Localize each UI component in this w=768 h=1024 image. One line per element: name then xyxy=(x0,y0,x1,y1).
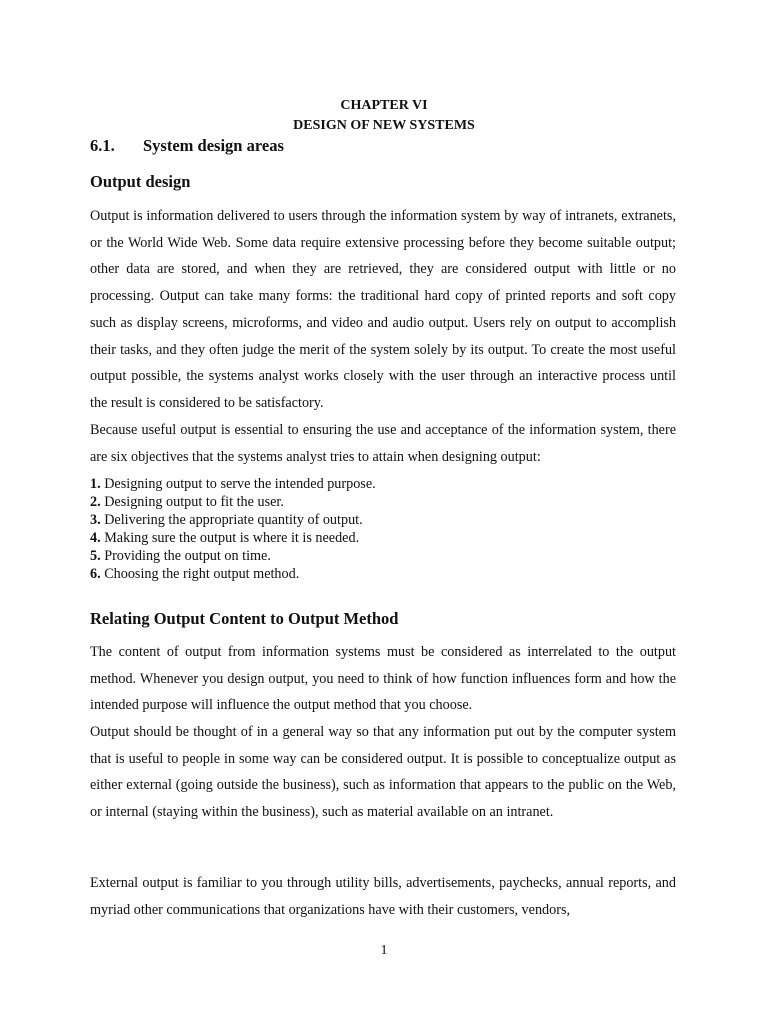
objective-text: Making sure the output is where it is needed. xyxy=(100,530,360,546)
section-heading xyxy=(90,135,284,157)
list-item xyxy=(90,529,676,547)
page-number: 1 xyxy=(380,943,388,958)
list-item xyxy=(90,547,676,565)
objective-number: 4. xyxy=(90,530,101,546)
relating-paragraph-3: External output is familiar to you through utility bills, advertisements, paychecks, annual reports, and myriad other communications that organizations have with their customers, vendors, xyxy=(90,875,676,918)
output-design-paragraph-1: Output is information delivered to users through the information system by way of intranets, extranets, or the World Wide Web. Some data require extensive processing before they become suitable output; other data are stored, and when they are retrieved, they are considered output with little or no processing. Output can take many forms: the traditional hard copy of printed reports and soft copy such as display screens, microforms, and video and audio output. Users rely on output to accomplish their tasks, and they often judge the merit of the system solely by its output. To create the most useful output possible, the systems analyst works closely with the user through an interactive process until the result is considered to be satisfactory. xyxy=(90,208,676,411)
objective-number: 6. xyxy=(90,566,101,582)
section-number: 6.1. xyxy=(90,136,115,155)
objective-text: Delivering the appropriate quantity of output. xyxy=(100,512,363,528)
chapter-title: DESIGN OF NEW SYSTEMS xyxy=(293,118,475,133)
objective-number: 1. xyxy=(90,476,101,492)
objective-text: Providing the output on time. xyxy=(100,548,271,564)
relating-paragraph-1: The content of output from information systems must be considered as interrelated to the output method. Whenever you design output, you need to think of how function influences form and how the intended purpose will influence the output method that you choose. xyxy=(90,644,676,714)
output-design-heading: Output design xyxy=(90,172,191,191)
relating-paragraph-2: Output should be thought of in a general way so that any information put out by the computer system that is useful to people in some way can be considered output. It is possible to conceptualize output as either external (going outside the business), such as information that appears to the public on the Web, or internal (staying within the business), such as material available on an intranet. xyxy=(90,724,676,821)
list-item xyxy=(90,565,676,583)
objective-text: Designing output to serve the intended purpose. xyxy=(100,476,376,492)
objective-text: Designing output to fit the user. xyxy=(100,494,284,510)
objective-text: Choosing the right output method. xyxy=(100,566,300,582)
section-title: System design areas xyxy=(143,136,284,155)
objective-number: 2. xyxy=(90,494,101,510)
output-design-paragraph-2: Because useful output is essential to ensuring the use and acceptance of the information system, there are six objectives that the systems analyst tries to attain when designing output: xyxy=(90,422,676,465)
list-item xyxy=(90,493,676,511)
relating-output-heading: Relating Output Content to Output Method xyxy=(90,609,399,628)
objectives-list xyxy=(90,475,676,583)
objective-number: 5. xyxy=(90,548,101,564)
list-item xyxy=(90,475,676,493)
objective-number: 3. xyxy=(90,512,101,528)
list-item xyxy=(90,511,676,529)
chapter-number-label: CHAPTER VI xyxy=(340,98,428,113)
